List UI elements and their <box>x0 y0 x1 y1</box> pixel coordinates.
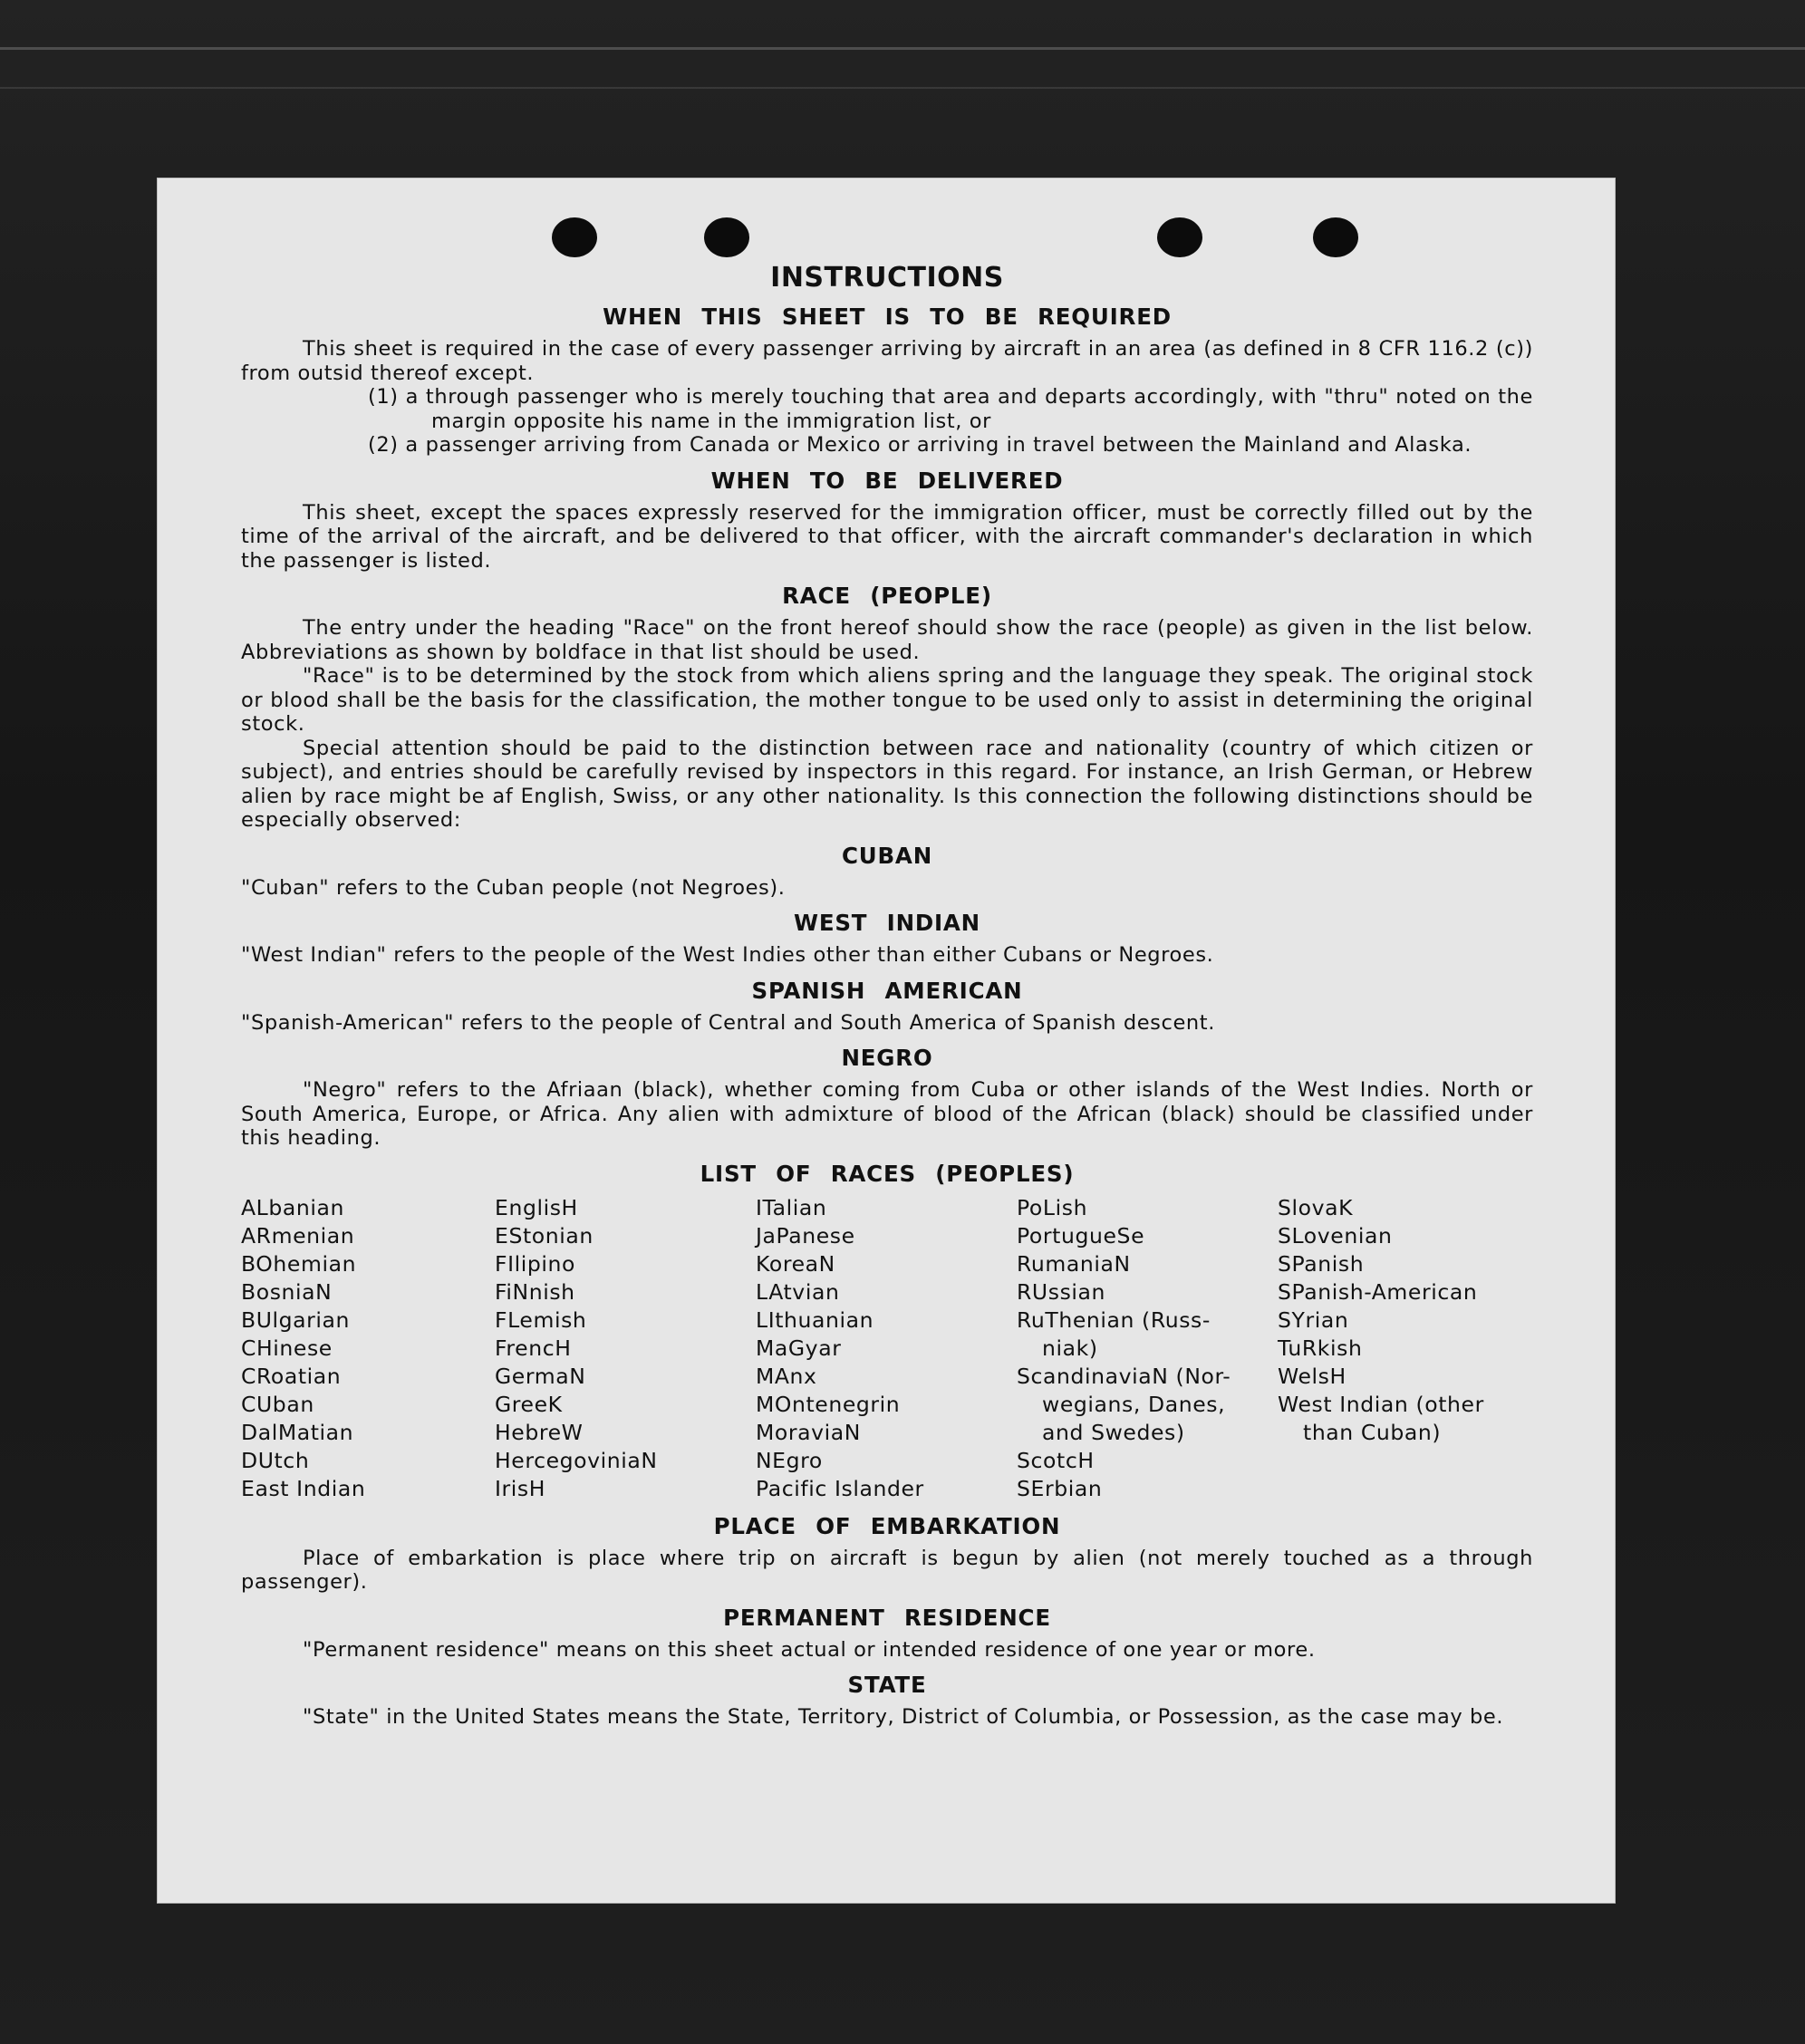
race-entry: WelsH <box>1278 1363 1347 1389</box>
race-entry: PortugueSe <box>1017 1222 1145 1249</box>
race-entry: CUban <box>241 1391 314 1417</box>
paragraph: Special attention should be paid to the distinction between race and nationality (country of which citizen or subject), and entries should be carefully revised by inspectors in this regard. For instance, an Irish German, or Hebrew alien by race might be af English, Swiss, or any other nationality. Is this connection the following distinctions should be especially observed: <box>241 736 1533 832</box>
races-column <box>756 1194 1017 1503</box>
race-entry: than Cuban) <box>1303 1419 1442 1445</box>
race-entry: BosniaN <box>241 1278 333 1305</box>
paragraph: Place of embarkation is place where trip on aircraft is begun by alien (not merely touched as a through passenger). <box>241 1546 1533 1594</box>
race-entry: SPanish <box>1278 1250 1365 1277</box>
race-entry: CRoatian <box>241 1363 342 1389</box>
paragraph: "Spanish-American" refers to the people of Central and South America of Spanish descent. <box>241 1010 1215 1035</box>
list-item: (1) a through passenger who is merely touching that area and departs accordingly, with "thru" noted on the margin opposite his name in the immigration list, or <box>368 385 1533 433</box>
race-entry: SlovaK <box>1278 1194 1354 1220</box>
race-entry: MOntenegrin <box>756 1391 901 1417</box>
race-entry: PoLish <box>1017 1194 1088 1220</box>
punch-hole <box>552 217 597 257</box>
section-heading: LIST OF RACES (PEOPLES) <box>700 1160 1075 1187</box>
race-entry: FLemish <box>495 1306 587 1333</box>
race-entry: niak) <box>1042 1335 1098 1361</box>
race-entry: DalMatian <box>241 1419 354 1445</box>
section-heading: WHEN TO BE DELIVERED <box>710 467 1064 494</box>
race-entry: ARmenian <box>241 1222 355 1249</box>
paragraph: This sheet, except the spaces expressly reserved for the immigration officer, must be correctly filled out by the time of the arrival of the aircraft, and be delivered to that officer, with the aircraft commander's declaration in which the passenger is listed. <box>241 500 1533 573</box>
race-entry: IrisH <box>495 1475 546 1501</box>
races-column <box>495 1194 756 1503</box>
scan-artifact-line <box>0 47 1805 50</box>
race-entry: ScotcH <box>1017 1447 1095 1473</box>
race-entry: MAnx <box>756 1363 817 1389</box>
section-heading: SPANISH AMERICAN <box>751 977 1023 1004</box>
race-entry: TuRkish <box>1278 1335 1363 1361</box>
document-page <box>158 178 1615 1903</box>
list-item: (2) a passenger arriving from Canada or Mexico or arriving in travel between the Mainland and Alaska. <box>368 433 1472 457</box>
race-entry: GermaN <box>495 1363 586 1389</box>
section-heading: PLACE OF EMBARKATION <box>713 1512 1061 1539</box>
paragraph: This sheet is required in the case of every passenger arriving by aircraft in an area (as defined in 8 CFR 116.2 (c)) from outsid thereof except. <box>241 337 1533 385</box>
paragraph: "Cuban" refers to the Cuban people (not Negroes). <box>241 875 786 900</box>
race-entry: Pacific Islander <box>756 1475 924 1501</box>
race-entry: RumaniaN <box>1017 1250 1131 1277</box>
race-entry: EStonian <box>495 1222 594 1249</box>
section-heading: CUBAN <box>841 842 932 869</box>
race-entry: HercegoviniaN <box>495 1447 658 1473</box>
races-column <box>1278 1194 1533 1503</box>
instructions-body <box>241 263 1533 1730</box>
race-entry: BUlgarian <box>241 1306 351 1333</box>
section-heading: PERMANENT RESIDENCE <box>723 1604 1051 1631</box>
punch-hole <box>1313 217 1358 257</box>
paragraph: "Permanent residence" means on this sheet actual or intended residence of one year or more. <box>303 1637 1316 1662</box>
section-heading: NEGRO <box>841 1045 933 1071</box>
paragraph: "Negro" refers to the Afriaan (black), whether coming from Cuba or other islands of the West Indies. North or South America, Europe, or Africa. Any alien with admixture of blood of the African (black) should be classified under this heading. <box>241 1078 1533 1150</box>
race-entry: EnglisH <box>495 1194 578 1220</box>
punch-hole <box>704 217 749 257</box>
section-heading: WEST INDIAN <box>794 910 980 936</box>
race-entry: RUssian <box>1017 1278 1106 1305</box>
races-column <box>241 1194 495 1503</box>
race-entry: and Swedes) <box>1042 1419 1185 1445</box>
race-entry: HebreW <box>495 1419 584 1445</box>
race-entry: CHinese <box>241 1335 333 1361</box>
paragraph: The entry under the heading "Race" on the front hereof should show the race (people) as given in the list below. Abbreviations as shown by boldface in that list should be used. <box>241 616 1533 664</box>
scan-artifact-line <box>0 87 1805 89</box>
races-list <box>241 1194 1533 1503</box>
race-entry: JaPanese <box>756 1222 855 1249</box>
race-entry: GreeK <box>495 1391 563 1417</box>
race-entry: BOhemian <box>241 1250 357 1277</box>
race-entry: FiNnish <box>495 1278 575 1305</box>
punch-hole <box>1157 217 1202 257</box>
race-entry: FIlipino <box>495 1250 576 1277</box>
race-entry: KoreaN <box>756 1250 835 1277</box>
race-entry: MaGyar <box>756 1335 842 1361</box>
race-entry: East Indian <box>241 1475 366 1501</box>
section-heading: WHEN THIS SHEET IS TO BE REQUIRED <box>603 304 1172 330</box>
race-entry: NEgro <box>756 1447 823 1473</box>
race-entry: SPanish-American <box>1278 1278 1478 1305</box>
page-title: INSTRUCTIONS <box>770 262 1004 294</box>
race-entry: West Indian (other <box>1278 1391 1484 1417</box>
paragraph: "West Indian" refers to the people of the West Indies other than either Cubans or Negroes. <box>241 943 1214 967</box>
race-entry: wegians, Danes, <box>1042 1391 1226 1417</box>
race-entry: DUtch <box>241 1447 310 1473</box>
race-entry: SLovenian <box>1278 1222 1393 1249</box>
race-entry: ALbanian <box>241 1194 345 1220</box>
paragraph: "State" in the United States means the State, Territory, District of Columbia, or Possession, as the case may be. <box>303 1705 1504 1729</box>
race-entry: LIthuanian <box>756 1306 874 1333</box>
paragraph: "Race" is to be determined by the stock from which aliens spring and the language they speak. The original stock or blood shall be the basis for the classification, the mother tongue to be used only to assist in determining the original stock. <box>241 664 1533 736</box>
race-entry: RuThenian (Russ- <box>1017 1306 1211 1333</box>
race-entry: ITalian <box>756 1194 827 1220</box>
section-heading: RACE (PEOPLE) <box>782 583 992 609</box>
race-entry: ScandinaviaN (Nor- <box>1017 1363 1231 1389</box>
race-entry: FrencH <box>495 1335 572 1361</box>
race-entry: LAtvian <box>756 1278 840 1305</box>
section-heading: STATE <box>847 1672 927 1698</box>
races-column <box>1017 1194 1278 1503</box>
race-entry: SErbian <box>1017 1475 1103 1501</box>
race-entry: MoraviaN <box>756 1419 861 1445</box>
race-entry: SYrian <box>1278 1306 1349 1333</box>
